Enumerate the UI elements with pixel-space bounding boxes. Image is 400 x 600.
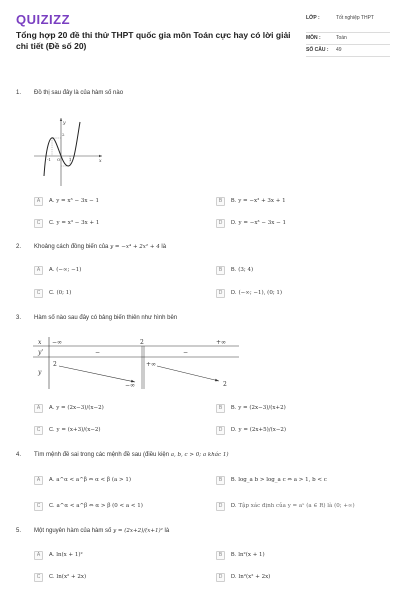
option-label: B. [231, 267, 237, 273]
document-title: Tổng hợp 20 đề thi thử THPT quốc gia môn Toán cực hay có lời giải chi tiết (Đề số 20) [16, 30, 291, 51]
meta-key: SỐ CÂU : [306, 47, 329, 53]
table-neg-inf: −∞ [52, 339, 63, 346]
question-formula: y = (2x+2)/(x+1)² [113, 528, 163, 534]
option-label: D. [231, 574, 237, 580]
option-label: B. [231, 477, 237, 483]
option-label: C. [49, 290, 55, 296]
option-label: B. [231, 552, 237, 558]
document-header [0, 0, 400, 78]
meta-row-class [306, 13, 390, 33]
option-label: C. [49, 220, 55, 226]
option-letter-box: B [216, 404, 225, 413]
option-letter-box: D [216, 289, 225, 298]
answer-option-d[interactable] [216, 287, 282, 299]
option-text: ln²(x + 1) [238, 552, 265, 558]
meta-value: 49 [336, 47, 342, 53]
arrow-head [131, 380, 135, 383]
option-text: (0; 1) [56, 290, 72, 296]
option-text: y = (x+3)/(x−2) [56, 427, 101, 433]
arrow-head [215, 379, 219, 382]
answer-option-b[interactable] [216, 264, 253, 276]
option-label: A. [49, 552, 55, 558]
origin-label: O [57, 157, 61, 162]
option-text: ln²(x² + 2x) [238, 574, 271, 580]
table-pos-inf: +∞ [216, 339, 227, 346]
option-text: y = −x³ + 3x + 1 [238, 198, 286, 204]
answer-option-c[interactable] [34, 424, 101, 436]
option-label: D. [231, 290, 237, 296]
decrease-arrow [157, 366, 219, 381]
option-label: B. [231, 198, 237, 204]
answer-option-a[interactable] [34, 549, 83, 561]
option-text: (−∞; −1), (0; 1) [238, 290, 283, 296]
option-letter-box: D [216, 502, 225, 511]
option-letter-box: A [34, 404, 43, 413]
option-label: C. [49, 503, 55, 509]
table-yprime-header: y' [38, 349, 44, 356]
option-text: ln(x + 1)² [56, 552, 83, 558]
y-axis-label: y [63, 121, 66, 126]
meta-panel [306, 13, 390, 57]
option-letter-box: B [216, 266, 225, 275]
option-text: (3; 4) [238, 267, 254, 273]
option-letter-box: A [34, 551, 43, 560]
option-text: y = −x³ − 3x − 1 [238, 220, 286, 226]
question-text [34, 452, 228, 458]
option-text: a^α < a^β ⇔ α < β (a > 1) [56, 477, 132, 483]
meta-row-count [306, 45, 390, 57]
option-letter-box: C [34, 573, 43, 582]
question-formula: y = −x⁴ + 2x² + 4 [110, 244, 160, 250]
option-letter-box: B [216, 476, 225, 485]
question-number: 3. [16, 315, 22, 321]
x-axis-arrow [99, 155, 102, 157]
option-text: a^α < a^β ⇔ α > β (0 < a < 1) [56, 503, 143, 509]
answer-option-c[interactable] [34, 571, 86, 583]
quizizz-logo: QUIZIZZ [16, 12, 71, 27]
option-label: C. [49, 427, 55, 433]
question-number: 1. [16, 90, 22, 96]
option-letter-box: C [34, 426, 43, 435]
option-label: A. [49, 405, 55, 411]
option-text: (−∞; −1) [56, 267, 82, 273]
option-text: Tập xác định của y = aˣ (a ∈ R) là (0; +∞) [238, 503, 355, 509]
option-label: C. [49, 574, 55, 580]
option-letter-box: D [216, 219, 225, 228]
option-letter-box: B [216, 197, 225, 206]
question-text: Hàm số nào sau đây có bảng biến thiên như hình bên [34, 315, 178, 321]
option-letter-box: A [34, 266, 43, 275]
question-suffix: là [161, 244, 167, 250]
answer-option-b[interactable] [216, 549, 265, 561]
question-formula: a, b, c > 0; a khác 1) [170, 452, 229, 458]
tick-label: -1 [47, 157, 51, 162]
answer-option-d[interactable] [216, 424, 286, 436]
tick-label: 1 [69, 157, 72, 162]
answer-option-a[interactable] [34, 195, 99, 207]
option-text: y = (2x+5)/(x−2) [238, 427, 287, 433]
question-number: 4. [16, 452, 22, 458]
question-text [34, 244, 166, 250]
option-letter-box: B [216, 551, 225, 560]
meta-value: Tốt nghiệp THPT [336, 15, 374, 21]
answer-option-c[interactable] [34, 287, 71, 299]
answer-option-a[interactable] [34, 264, 81, 276]
answer-option-a[interactable] [34, 474, 131, 486]
answer-option-c[interactable] [34, 500, 143, 512]
option-text: y = x³ − 3x + 1 [56, 220, 100, 226]
question-prompt: Tìm mệnh đề sai trong các mệnh đề sau (điều kiện [34, 452, 170, 458]
x-axis-label: x [99, 159, 102, 164]
option-letter-box: C [34, 219, 43, 228]
answer-option-d[interactable] [216, 217, 286, 229]
answer-option-b[interactable] [216, 195, 286, 207]
question-prompt: Một nguyên hàm của hàm số [34, 528, 112, 534]
option-label: D. [231, 427, 237, 433]
option-label: A. [49, 198, 55, 204]
option-letter-box: D [216, 426, 225, 435]
option-label: D. [231, 220, 237, 226]
question-text [34, 528, 169, 534]
answer-option-b[interactable] [216, 474, 327, 486]
option-label: A. [49, 477, 55, 483]
meta-row-subject [306, 33, 390, 45]
table-sign: − [95, 349, 101, 356]
meta-key: LỚP : [306, 15, 320, 21]
table-value: +∞ [146, 361, 157, 368]
option-letter-box: A [34, 476, 43, 485]
option-letter-box: A [34, 197, 43, 206]
option-label: A. [49, 267, 55, 273]
option-text: y = (2x−3)/(x+2) [238, 405, 286, 411]
option-label: B. [231, 405, 237, 411]
table-value: 2 [53, 361, 57, 368]
option-letter-box: C [34, 502, 43, 511]
meta-value: Toán [336, 35, 347, 41]
table-x-header: x [38, 339, 42, 346]
option-text: y = x³ − 3x − 1 [56, 198, 100, 204]
option-letter-box: C [34, 289, 43, 298]
cubic-curve [44, 122, 80, 176]
table-value: 2 [223, 381, 227, 388]
meta-key: MÔN : [306, 35, 321, 41]
option-text: ln(x² + 2x) [56, 574, 87, 580]
answer-option-d[interactable] [216, 571, 270, 583]
question-suffix: là [164, 528, 170, 534]
question-prompt: Khoảng cách đồng biến của [34, 244, 109, 250]
variation-table [33, 337, 239, 389]
table-value: −∞ [125, 382, 136, 389]
option-text: y = (2x−3)/(x−2) [56, 405, 104, 411]
answer-option-a[interactable] [34, 402, 104, 414]
y-axis-arrow [60, 118, 62, 121]
function-graph [32, 116, 104, 188]
option-text: log_a b > log_a c ⇔ a > 1, b < c [238, 477, 327, 483]
answer-option-d[interactable] [216, 500, 355, 512]
option-label: D. [231, 503, 237, 509]
table-two: 2 [140, 339, 144, 346]
answer-option-c[interactable] [34, 217, 99, 229]
option-letter-box: D [216, 573, 225, 582]
answer-option-b[interactable] [216, 402, 286, 414]
decrease-arrow [59, 366, 135, 382]
question-number: 2. [16, 244, 22, 250]
table-sign: − [183, 349, 189, 356]
question-number: 5. [16, 528, 22, 534]
question-text: Đồ thị sau đây là của hàm số nào [34, 90, 124, 96]
table-y-header: y [38, 369, 42, 376]
tick-label: 2 [62, 132, 65, 137]
